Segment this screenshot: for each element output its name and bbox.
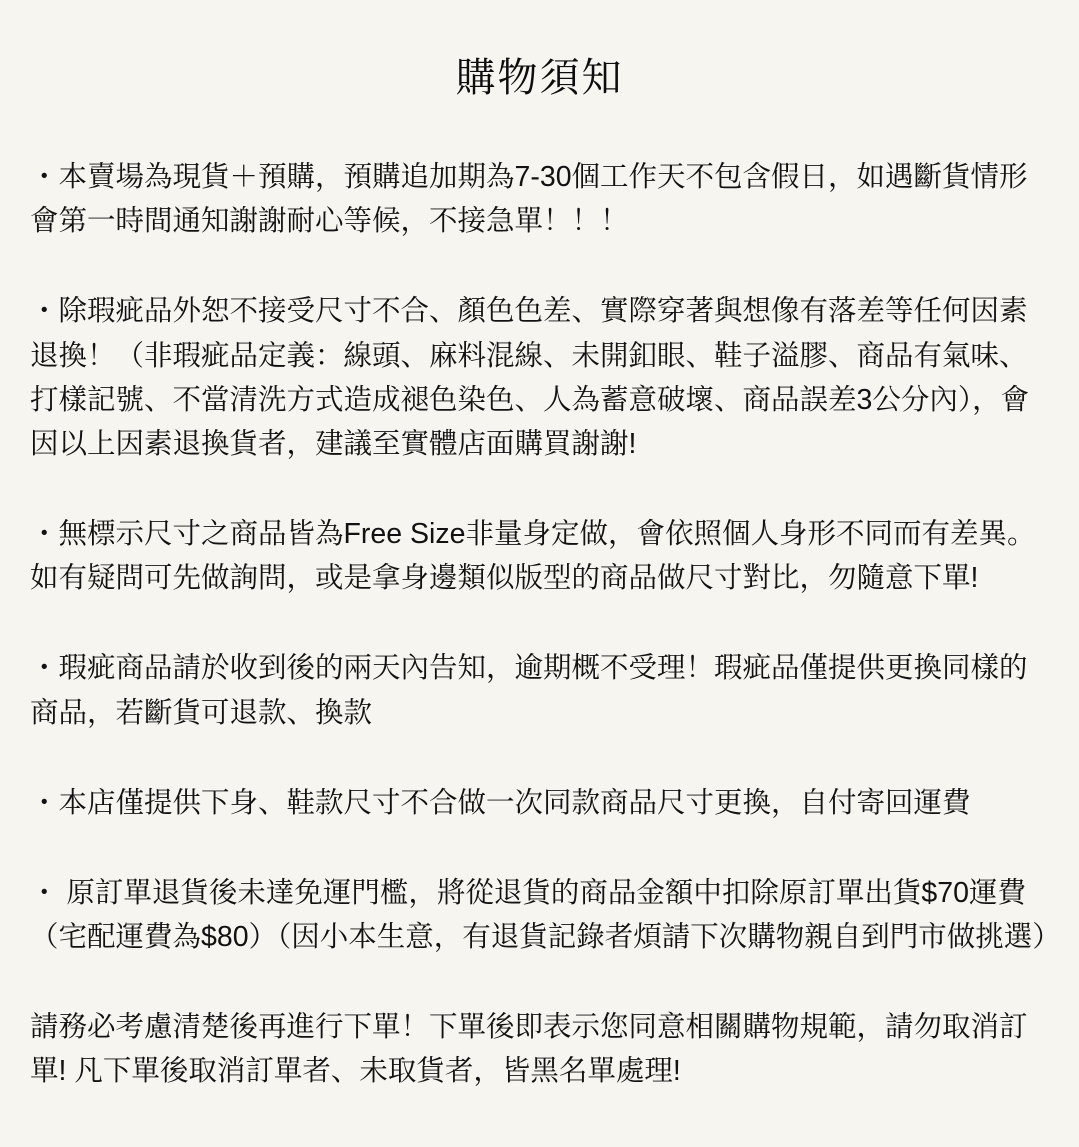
notice-paragraph-preorder: ・本賣場為現貨＋預購，預購追加期為7-30個工作天不包含假日，如遇斷貨情形會第一時間通知謝謝耐心等候，不接急單！！！ <box>30 161 1028 238</box>
notice-body <box>30 155 1061 1094</box>
notice-paragraph-shipping-fee: ・ 原訂單退貨後未達免運門檻，將從退貨的商品金額中扣除原訂單出貨$70運費（宅配運費為$80）（因小本生意，有退貨記錄者煩請下次購物親自到門市做挑選） <box>30 876 1061 954</box>
notice-paragraph-no-return-policy: ・除瑕疵品外恕不接受尺寸不合、顏色色差、實際穿著與想像有落差等任何因素退換！（非瑕疵品定義：線頭、麻料混線、未開釦眼、鞋子溢膠、商品有氣味、打樣記號、不當清洗方式造成褪色染色、人為蓄意破壞、商品誤差3公分內），會因以上因素退換貨者，建議至實體店面購買謝謝! <box>30 295 1030 460</box>
notice-paragraph-size-exchange: ・本店僅提供下身、鞋款尺寸不合做一次同款商品尺寸更換，自付寄回運費 <box>30 786 971 819</box>
notice-paragraph-free-size: ・無標示尺寸之商品皆為Free Size非量身定做，會依照個人身形不同而有差異。如有疑問可先做詢問，或是拿身邊類似版型的商品做尺寸對比，勿隨意下單! <box>30 518 1036 595</box>
notice-paragraph-defect-report: ・瑕疵商品請於收到後的兩天內告知，逾期概不受理！瑕疵品僅提供更換同樣的商品，若斷貨可退款、換款 <box>30 652 1028 729</box>
notice-paragraph-final-warning: 請務必考慮清楚後再進行下單！下單後即表示您同意相關購物規範，請勿取消訂單! 凡下單後取消訂單者、未取貨者，皆黑名單處理! <box>30 1011 1028 1088</box>
page-title: 購物須知 <box>455 56 624 100</box>
